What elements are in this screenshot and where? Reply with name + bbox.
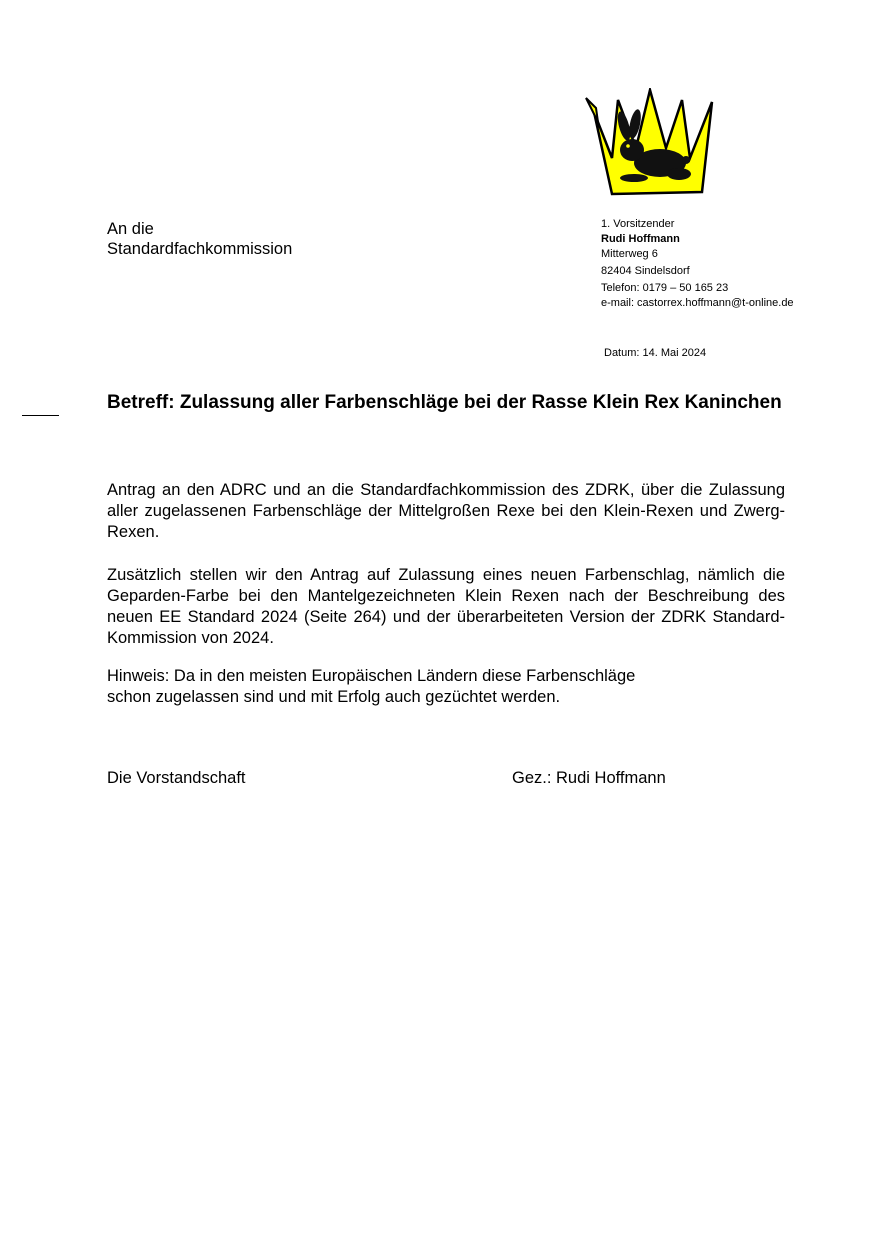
sender-phone: Telefon: 0179 – 50 165 23 bbox=[601, 282, 729, 294]
sender-block bbox=[601, 217, 794, 311]
body-paragraph-3 bbox=[107, 666, 727, 708]
body-paragraph-1: Antrag an den ADRC und an die Standardfachkommission des ZDRK, über die Zulassung aller zugelassenen Farbenschläge der Mittelgroßen Rexe bei den Klein-Rexen und Zwerg-Rexen. bbox=[107, 481, 785, 541]
sender-name: Rudi Hoffmann bbox=[601, 233, 680, 245]
recipient-line-2: Standardfachkommission bbox=[107, 240, 293, 258]
recipient-address bbox=[107, 219, 292, 259]
crown-rabbit-logo-icon bbox=[584, 88, 718, 198]
signature-board: Die Vorstandschaft bbox=[107, 769, 246, 787]
sender-role: 1. Vorsitzender bbox=[601, 218, 675, 230]
signature-signed: Gez.: Rudi Hoffmann bbox=[512, 769, 666, 787]
recipient-line-1: An die bbox=[107, 220, 154, 238]
note-line-2: schon zugelassen sind und mit Erfolg auch gezüchtet werden. bbox=[107, 688, 561, 706]
fold-mark bbox=[22, 415, 59, 416]
body-paragraph-2: Zusätzlich stellen wir den Antrag auf Zulassung eines neuen Farbenschlag, nämlich die Geparden-Farbe bei den Mantelgezeichneten Klein Rexen nach der Beschreibung des neuen EE Standard 2024 (Seite 264) und der überarbeiteten Version der ZDRK Standard-Kommission von 2024. bbox=[107, 566, 785, 647]
sender-street: Mitterweg 6 bbox=[601, 248, 658, 260]
subject-line: Betreff: Zulassung aller Farbenschläge bei der Rasse Klein Rex Kaninchen bbox=[107, 392, 782, 413]
sender-city: 82404 Sindelsdorf bbox=[601, 265, 690, 277]
letter-date: Datum: 14. Mai 2024 bbox=[604, 347, 707, 359]
sender-email: e-mail: castorrex.hoffmann@t-online.de bbox=[601, 297, 794, 309]
note-line-1: Hinweis: Da in den meisten Europäischen Ländern diese Farbenschläge bbox=[107, 667, 636, 685]
